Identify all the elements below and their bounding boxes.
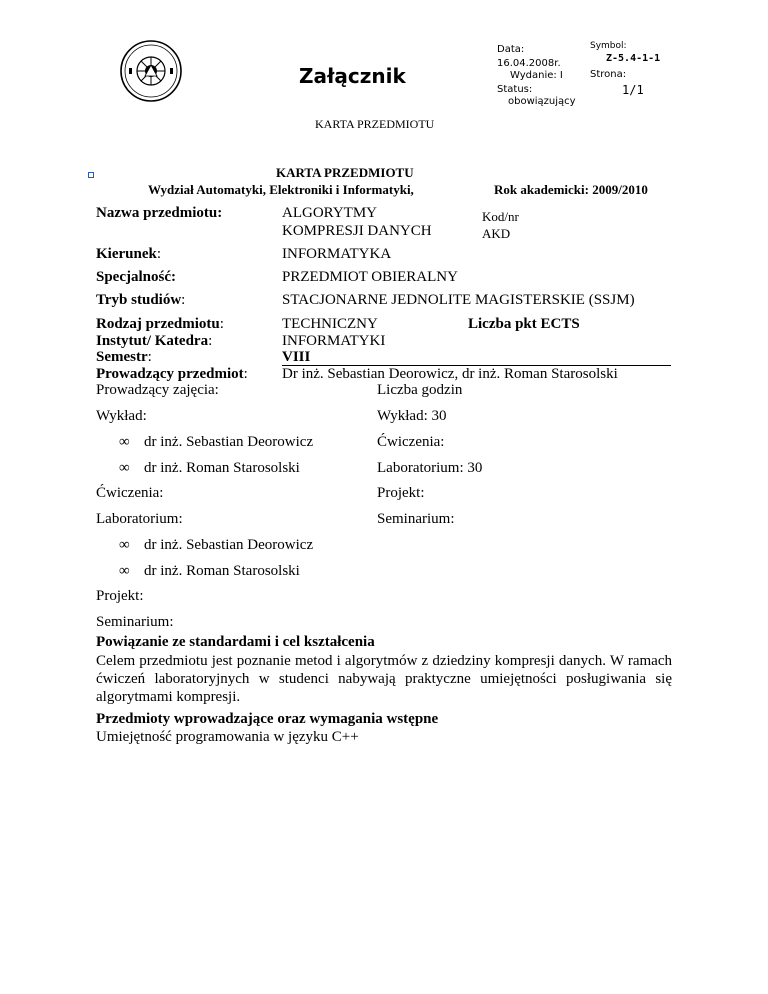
course-type-label <box>96 316 224 333</box>
standards-paragraph: Celem przedmiotu jest poznanie metod i algorytmów z dziedziny kompresji danych. W ramach ćwiczeń laboratoryjnych w studenci nabywają praktyczne umiejętności posługiwania się algorytmami kompresji. <box>96 653 672 705</box>
semester-label-text: Semestr <box>96 349 148 365</box>
laboratory-hours: Laboratorium: 30 <box>377 460 483 476</box>
field-of-study-label-text: Kierunek <box>96 246 157 262</box>
edition-value: Wydanie: I <box>510 70 563 81</box>
prerequisites-heading: Przedmioty wprowadzające oraz wymagania wstępne <box>96 711 439 727</box>
project-label: Projekt: <box>96 588 144 604</box>
course-leader-colon: : <box>243 366 248 382</box>
course-leader-label-text: Prowadzący przedmiot <box>96 366 244 382</box>
symbol-label: Symbol: <box>590 41 627 51</box>
infinity-bullet-icon: ∞ <box>119 460 130 476</box>
course-type-colon: : <box>219 316 224 332</box>
lecture-label: Wykład: <box>96 408 147 424</box>
institute-label <box>96 333 212 350</box>
lecture-instructor: dr inż. Sebastian Deorowicz <box>144 434 314 450</box>
course-leader-value: Dr inż. Sebastian Deorowicz, dr inż. Roman Starosolski <box>282 366 618 382</box>
standards-heading: Powiązanie ze standardami i cel kształcenia <box>96 634 375 650</box>
infinity-bullet-icon: ∞ <box>119 434 130 450</box>
semester-colon: : <box>147 349 152 365</box>
specialization-value: PRZEDMIOT OBIERALNY <box>282 269 458 285</box>
ects-label: Liczba pkt ECTS <box>468 316 580 332</box>
card-title: KARTA PRZEDMIOTU <box>276 165 414 180</box>
field-of-study-colon: : <box>156 246 162 262</box>
course-type-value: TECHNICZNY <box>282 316 378 332</box>
study-mode-label-text: Tryb studiów <box>96 292 182 308</box>
lab-instructor: dr inż. Roman Starosolski <box>144 563 300 579</box>
specialization-label: Specjalność: <box>96 269 176 285</box>
code-label: Kod/nr <box>482 209 519 224</box>
study-mode-colon: : <box>181 292 186 308</box>
infinity-bullet-icon: ∞ <box>119 563 130 579</box>
header-subtitle: KARTA PRZEDMIOTU <box>315 117 435 131</box>
academic-year: Rok akademicki: 2009/2010 <box>494 182 648 197</box>
semester-label <box>96 349 152 366</box>
study-mode-label <box>96 292 185 309</box>
course-name-label: Nazwa przedmiotu: <box>96 205 223 221</box>
seminar-hours: Seminarium: <box>377 511 455 527</box>
page-value: 1/1 <box>622 83 644 97</box>
status-label: Status: <box>497 84 533 95</box>
hours-label: Liczba godzin <box>377 382 463 398</box>
course-name-line2: KOMPRESJI DANYCH <box>282 223 432 239</box>
institute-colon: : <box>208 333 213 349</box>
course-name-line1: ALGORYTMY <box>282 205 378 221</box>
laboratory-label: Laboratorium: <box>96 511 183 527</box>
institute-label-text: Instytut/ Katedra <box>96 333 209 349</box>
course-leader-label <box>96 366 248 383</box>
symbol-value: Z-5.4-1-1 <box>606 53 661 64</box>
small-square-marker <box>88 172 94 178</box>
code-value: AKD <box>482 226 511 241</box>
institute-value: INFORMATYKI <box>282 333 386 349</box>
lab-instructor: dr inż. Sebastian Deorowicz <box>144 537 314 553</box>
date-label: Data: <box>497 44 525 55</box>
date-value: 16.04.2008r. <box>497 58 561 69</box>
semester-value: VIII <box>282 349 311 365</box>
study-mode-value: STACJONARNE JEDNOLITE MAGISTERSKIE (SSJM) <box>282 292 635 308</box>
university-seal-logo <box>120 38 182 104</box>
faculty-name: Wydział Automatyki, Elektroniki i Informatyki, <box>148 182 414 197</box>
seminar-label: Seminarium: <box>96 614 174 630</box>
infinity-bullet-icon: ∞ <box>119 537 130 553</box>
project-hours: Projekt: <box>377 485 425 501</box>
course-type-label-text: Rodzaj przedmiotu <box>96 316 220 332</box>
instructors-label: Prowadzący zajęcia: <box>96 382 219 398</box>
exercises-label: Ćwiczenia: <box>96 485 164 501</box>
page-label: Strona: <box>590 69 627 80</box>
prerequisites-text: Umiejętność programowania w języku C++ <box>96 729 359 745</box>
status-value: obowiązujący <box>508 96 576 107</box>
exercises-hours: Ćwiczenia: <box>377 434 445 450</box>
field-of-study-label <box>96 246 161 263</box>
field-of-study-value: INFORMATYKA <box>282 246 392 262</box>
lecture-instructor: dr inż. Roman Starosolski <box>144 460 300 476</box>
attachment-title: Załącznik <box>299 64 406 88</box>
lecture-hours: Wykład: 30 <box>377 408 447 424</box>
